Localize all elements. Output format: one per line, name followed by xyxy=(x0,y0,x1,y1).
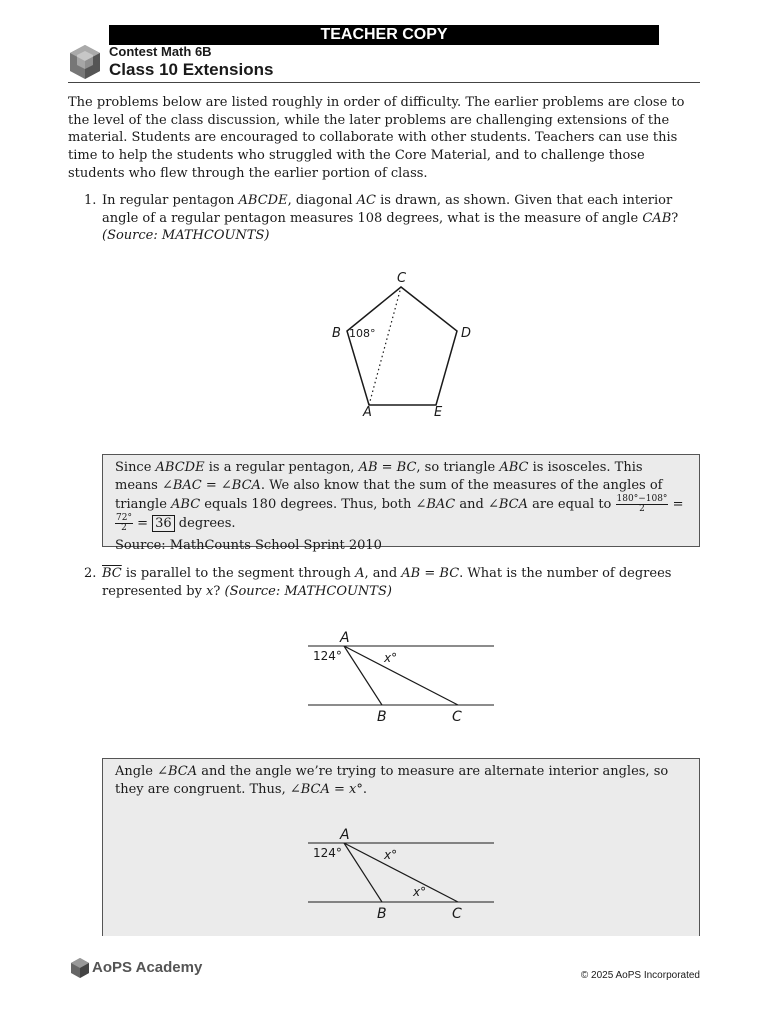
problem-1-text: In regular pentagon ABCDE, diagonal AC is drawn, as shown. Given that each interior angle of a regular pentagon measures 108 degrees, what is the measure of angle CAB? (Source: MATHCOUNTS) xyxy=(102,193,679,244)
class-title: Class 10 Extensions xyxy=(109,60,274,79)
boxed-answer: 36 xyxy=(152,515,175,532)
pentagon-label-c: C xyxy=(397,271,407,286)
sol-label-b: B xyxy=(377,906,387,922)
figure-label-a: A xyxy=(340,630,350,646)
pentagon-shape xyxy=(347,287,457,405)
sol-label-c: C xyxy=(452,906,462,922)
segment-ab xyxy=(344,646,382,705)
pentagon-angle-label: 108° xyxy=(349,327,376,340)
teacher-copy-banner: TEACHER COPY xyxy=(109,25,659,45)
pentagon-figure xyxy=(320,266,480,426)
problem-2 xyxy=(84,565,702,600)
pentagon-label-b: B xyxy=(332,326,341,341)
problem-2-text: $\overline{BC}$ is parallel to the segment through A, and AB = BC. What is the number of degrees represented by x? (Source: MATHCOUNTS) xyxy=(102,566,672,599)
segment-ac xyxy=(344,646,458,705)
intro-paragraph: The problems below are listed roughly in order of difficulty. The earlier problems are close to the level of the class discussion, while the later problems are challenging extensions of the material. Students are encouraged to collaborate with other students. Teachers can use this time to help the students who struggled with the Core Material, and to challenge those students who flew through the earlier portion of class. xyxy=(68,95,685,181)
solution-2-figure xyxy=(300,822,500,922)
figure-label-c: C xyxy=(452,709,462,725)
course-name: Contest Math 6B xyxy=(109,44,212,59)
aops-academy-logo-icon xyxy=(70,957,90,979)
problem-2-number: 2. xyxy=(84,566,97,581)
footer-brand: AoPS Academy xyxy=(92,959,203,976)
problem-2-source: (Source: MATHCOUNTS) xyxy=(224,583,392,599)
fraction-1: $\frac{180^\circ-108^\circ}{2}$ xyxy=(616,494,668,514)
solution-2-text: Angle ∠BCA and the angle we’re trying to measure are alternate interior angles, so they are congruent. Thus, ∠BCA = x°. xyxy=(115,764,669,797)
sol-angle-x-bottom-label: x° xyxy=(413,885,427,899)
solution-1-text: Since ABCDE is a regular pentagon, AB = BC, so triangle ABC is isosceles. This means ∠BAC = ∠BCA. We also know that the sum of the measures of the angles of triangle ABC equals 180 degrees. Thus, both ∠BAC and ∠BCA are equal to $\frac{180^\circ-108^\circ}{2}$ = $\frac{72^\circ}{2}$ = 36 degrees. xyxy=(115,460,684,533)
copyright: © 2025 AoPS Incorporated xyxy=(580,970,700,981)
angle-124-label: 124° xyxy=(313,649,342,663)
sol-angle-124-label: 124° xyxy=(313,846,342,860)
sol-angle-x-top-label: x° xyxy=(384,848,398,862)
solution-1-source: Source: MathCounts School Sprint 2010 xyxy=(115,538,382,553)
fraction-2: $\frac{72^\circ}{2}$ xyxy=(116,513,132,533)
sol-segment-ab xyxy=(344,843,382,902)
problem-1-number: 1. xyxy=(84,193,97,208)
problem-1 xyxy=(84,192,702,245)
problem-1-source: (Source: MATHCOUNTS) xyxy=(102,228,270,244)
parallel-lines-figure xyxy=(300,625,500,725)
diagonal-ac xyxy=(369,287,401,405)
angle-x-label: x° xyxy=(384,651,398,665)
pentagon-label-a: A xyxy=(363,405,372,420)
aops-cube-logo-icon xyxy=(68,44,102,80)
sol-label-a: A xyxy=(340,827,350,843)
solution-1-box xyxy=(102,454,700,553)
figure-label-b: B xyxy=(377,709,387,725)
pentagon-label-d: D xyxy=(461,326,472,341)
pentagon-label-e: E xyxy=(434,405,443,420)
header-divider xyxy=(68,82,700,83)
sol-segment-ac xyxy=(344,843,458,902)
